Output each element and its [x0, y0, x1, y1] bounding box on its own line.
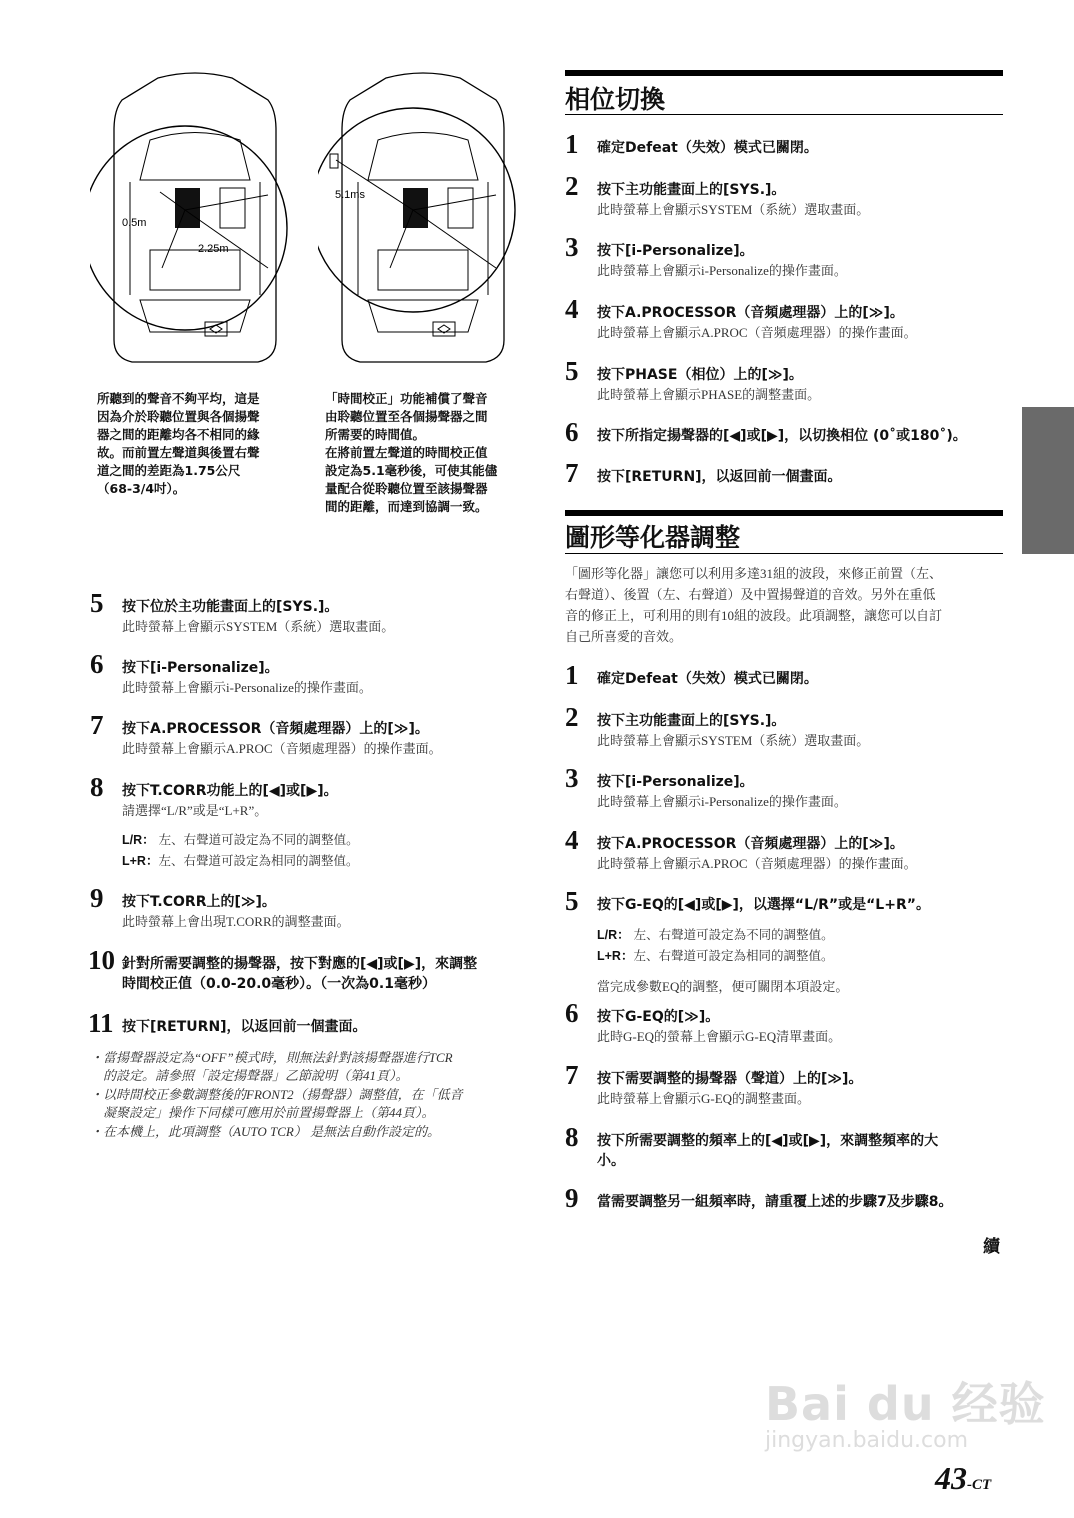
left-lplusr-row: L+R：左、右聲道可設定為相同的調整值。 [122, 854, 359, 868]
car-diagram-left [90, 70, 300, 370]
watermark-brand: Bai du 经验 [765, 1377, 1046, 1431]
section-title-phase: 相位切換 [565, 85, 666, 114]
note-line: ・以時間校正參數調整後的FRONT2（揚聲器）調整值，在「低音 [90, 1087, 463, 1102]
note-line: ・當揚聲器設定為“OFF”模式時，則無法針對該揚聲器進行TCR [90, 1050, 453, 1065]
section-rule [565, 510, 1003, 516]
section-rule [565, 70, 1003, 76]
distance-label-short: 0.5m [122, 217, 147, 229]
distance-label-long: 2.25m [198, 243, 229, 255]
geq-after-note: 當完成參數EQ的調整，便可關閉本項設定。 [597, 979, 849, 994]
geq-lplusr-row: L+R：左、右聲道可設定為相同的調整值。 [597, 949, 834, 963]
section-underline [565, 114, 1003, 115]
note-line: 的設定。請參照「設定揚聲器」乙節說明（第41頁）。 [90, 1068, 409, 1083]
continued-label: 續 [983, 1237, 1000, 1257]
geq-intro: 「圖形等化器」讓您可以利用多達31組的波段，來修正前置（左、 右聲道）、後置（左、右聲道）及中置揚聲道的音效。另外在重低 音的修正上，可利用的則有10組的波段。此項調整，讓您可以自訂 自己所喜愛的音效。 [565, 566, 943, 644]
geq-lr-row: L/R： 左、右聲道可設定為不同的調整值。 [597, 928, 834, 942]
section-title-geq: 圖形等化器調整 [565, 523, 741, 552]
note-line: 凝聚設定」操作下同樣可應用於前置揚聲器上（第44頁）。 [90, 1105, 435, 1120]
section-tab [1022, 407, 1074, 554]
caption-left: 所聽到的聲音不夠平均，這是 因為介於聆聽位置與各個揚聲 器之間的距離均各不相同的緣 故。而前置左聲道與後置右聲 道之間的差距為1.75公尺 （68-3/4吋）。 [97, 391, 260, 496]
note-line: ・在本機上，此項調整（AUTO TCR） 是無法自動作設定的。 [90, 1124, 441, 1139]
delay-label: 5.1ms [335, 189, 365, 201]
left-lr-row: L/R： 左、右聲道可設定為不同的調整值。 [122, 833, 359, 847]
section-underline [565, 553, 1003, 554]
page-number: 43-CT [935, 1460, 992, 1496]
caption-right: 「時間校正」功能補償了聲音 由聆聽位置至各個揚聲器之間 所需要的時間值。 在將前置左聲道的時間校正值 設定為5.1毫秒後，可使其能儘 量配合從聆聽位置至該揚聲器 間的距離，而達到協調一致。 [325, 391, 498, 514]
watermark-url: jingyan.baidu.com [765, 1428, 969, 1453]
car-diagram-right [318, 70, 528, 370]
